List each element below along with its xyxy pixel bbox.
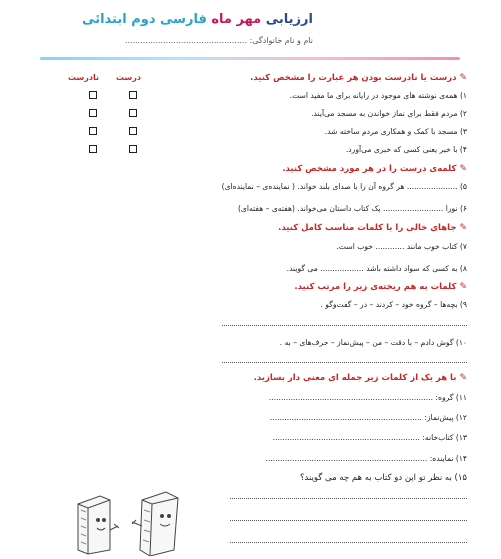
statement-4: ۴) با خبر یعنی کسی که خبری می‌آورد. [345, 145, 467, 154]
section3-heading: ✎جاهای خالی را با کلمات مناسب کامل کنید. [278, 223, 467, 233]
answer-line-15a[interactable] [230, 498, 467, 499]
question-11: ۱۱) گروه: .................................................................... [268, 393, 467, 402]
answer-line-15c[interactable] [230, 542, 467, 543]
question-14: ۱۴) نماینده: ................................................................... [265, 454, 467, 463]
question-15: ۱۵) به نظر تو این دو کتاب به هم چه می گویند؟ [299, 473, 467, 483]
statement-2: ۲) مردم فقط برای نماز خواندن به مسجد می‌آیند. [311, 109, 467, 118]
column-correct: درست [115, 73, 141, 82]
question-10: ۱۰) گوش دادم – با دقت – من – پیش‌نماز – حرف‌های – به . [279, 338, 467, 347]
section2-heading: ✎کلمه‌ی درست را در هر مورد مشخص کنید. [282, 164, 467, 174]
student-name-line: نام و نام خانوادگی: ................................................ [124, 36, 313, 45]
checkbox-incorrect-2[interactable] [89, 109, 97, 117]
section4-heading: ✎کلمات به هم ریخته‌ی زیر را مرتب کنید. [294, 282, 467, 292]
section5-heading: ✎با هر یک از کلمات زیر جمله ای معنی دار بسازید. [253, 373, 467, 383]
pencil-icon: ✎ [459, 73, 467, 83]
worksheet-title: ارزیابی مهر ماه فارسی دوم ابتدائی [82, 12, 313, 27]
answer-line-9[interactable] [222, 325, 467, 326]
checkbox-incorrect-3[interactable] [89, 127, 97, 135]
pencil-icon: ✎ [459, 164, 467, 174]
question-6: ۶) نورا ......................... یک کتاب داستان می‌خواند. (هفته‌ی – هفته‌ای) [237, 204, 467, 213]
question-7: ۷) کتاب خوب مانند ............ خوب است. [336, 242, 467, 251]
answer-line-10[interactable] [222, 362, 467, 363]
question-8: ۸) به کسی که سواد داشته باشد .................. می گویند. [286, 264, 467, 273]
statement-3: ۳) مسجد با کمک و همکاری مردم ساخته شد. [324, 127, 467, 136]
question-5: ۵) ..................... هر گروه آن را با صدای بلند خواند. ( نماینده‌ی – نماینده‌ای) [221, 182, 467, 191]
column-incorrect: نادرست [67, 73, 99, 82]
question-9: ۹) بچه‌ها – گروه خود – کردند – در – گفت‌وگو . [320, 300, 467, 309]
checkbox-correct-4[interactable] [129, 145, 137, 153]
checkbox-correct-1[interactable] [129, 91, 137, 99]
pencil-icon: ✎ [459, 282, 467, 292]
books-illustration [70, 490, 200, 556]
header-divider [40, 57, 460, 60]
pencil-icon: ✎ [459, 373, 467, 383]
pencil-icon: ✎ [459, 223, 467, 233]
checkbox-correct-3[interactable] [129, 127, 137, 135]
checkbox-correct-2[interactable] [129, 109, 137, 117]
answer-line-15b[interactable] [230, 520, 467, 521]
statement-1: ۱) همه‌ی نوشته های موجود در رایانه برای ما مفید است. [289, 91, 467, 100]
checkbox-incorrect-1[interactable] [89, 91, 97, 99]
question-12: ۱۲) پیش‌نماز: ............................................................... [269, 413, 467, 422]
section1-heading: ✎درست یا نادرست بودن هر عبارت را مشخص کنید. [250, 73, 467, 83]
question-13: ۱۳) کتاب‌خانه: ............................................................. [272, 433, 467, 442]
checkbox-incorrect-4[interactable] [89, 145, 97, 153]
